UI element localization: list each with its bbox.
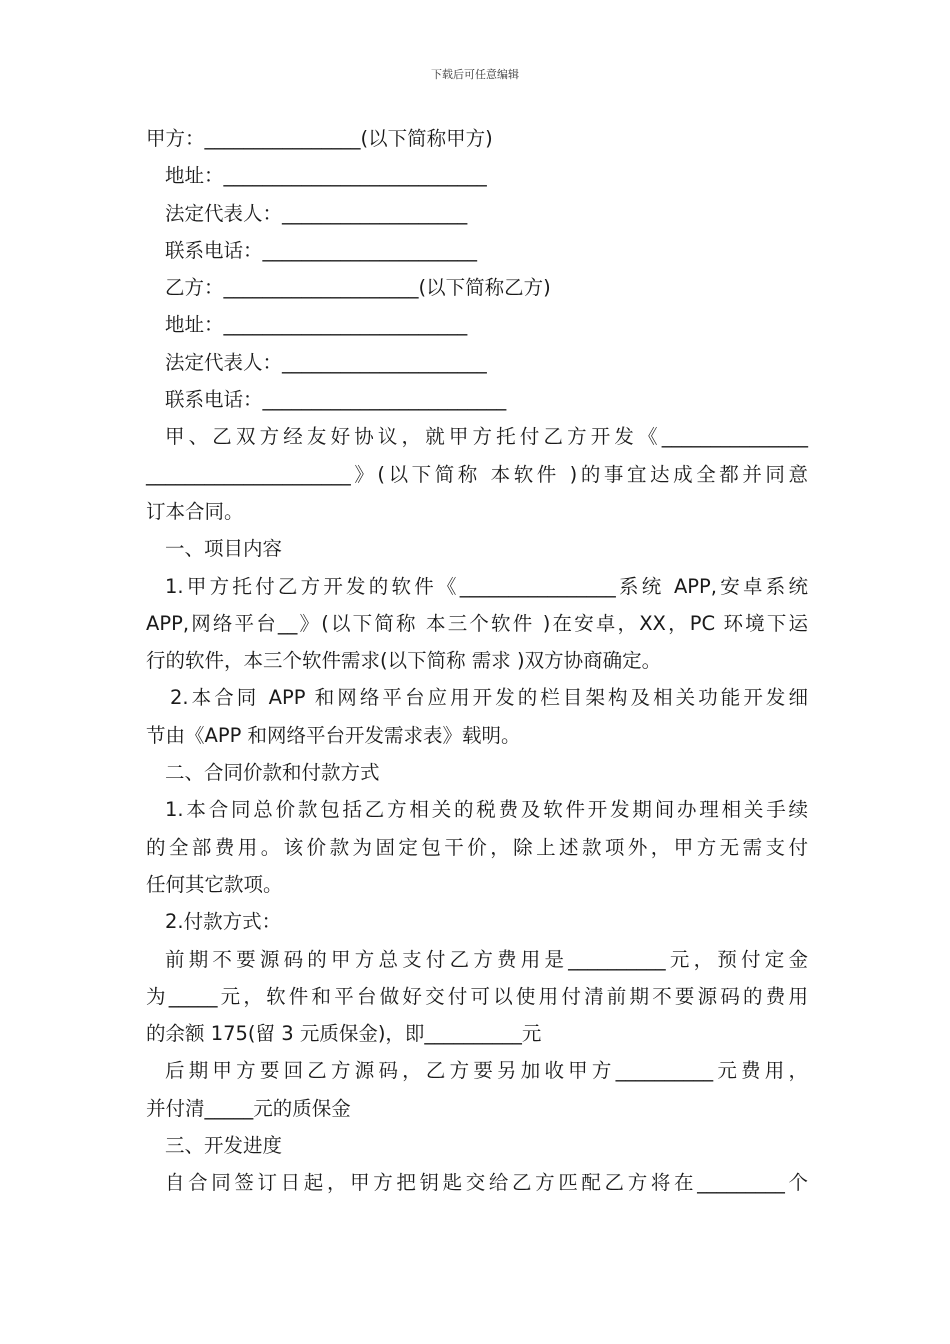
agreement-intro-line-2: _____________________》(以下简称 本软件 )的事宜达成全都并同意 bbox=[146, 462, 808, 486]
section-3-heading: 三、开发进度 bbox=[165, 1134, 283, 1158]
payment-line-1: 前期不要源码的甲方总支付乙方费用是__________元，预付定金 bbox=[165, 947, 808, 971]
clause-2-2-heading: 2.付款方式： bbox=[165, 910, 282, 934]
party-b-phone: 联系电话：_________________________ bbox=[165, 388, 507, 412]
clause-1-2-line-1: 2.本合同 APP 和网络平台应用开发的栏目架构及相关功能开发细 bbox=[170, 686, 808, 710]
party-b-representative: 法定代表人：_____________________ bbox=[165, 350, 487, 374]
schedule-line-1: 自合同签订日起，甲方把钥匙交给乙方匹配乙方将在_________个 bbox=[165, 1171, 808, 1195]
clause-2-1-line-3: 任何其它款项。 bbox=[146, 872, 283, 896]
contract-body bbox=[146, 120, 808, 1202]
clause-1-1-line-3: 行的软件，本三个软件需求(以下简称 需求 )双方协商确定。 bbox=[146, 649, 662, 673]
section-1-heading: 一、项目内容 bbox=[165, 537, 283, 561]
clause-1-1-line-1: 1.甲方托付乙方开发的软件《________________系统 APP,安卓系统 bbox=[165, 574, 808, 598]
section-2-heading: 二、合同价款和付款方式 bbox=[165, 761, 380, 785]
agreement-intro-line-1: 甲、乙双方经友好协议，就甲方托付乙方开发《_______________ bbox=[165, 425, 808, 449]
page-header: 下载后可任意编辑 bbox=[431, 68, 519, 81]
source-code-line-1: 后期甲方要回乙方源码，乙方要另加收甲方__________元费用， bbox=[165, 1059, 808, 1083]
party-a-phone: 联系电话：______________________ bbox=[165, 238, 478, 262]
party-a-representative: 法定代表人：___________________ bbox=[165, 201, 468, 225]
party-b-address: 地址：_________________________ bbox=[165, 313, 468, 337]
clause-2-1-line-1: 1.本合同总价款包括乙方相关的税费及软件开发期间办理相关手续 bbox=[165, 798, 808, 822]
source-code-line-2: 并付清_____元的质保金 bbox=[146, 1096, 351, 1120]
payment-line-3: 的余额 175(留 3 元质保金)，即__________元 bbox=[146, 1022, 542, 1046]
clause-2-1-line-2: 的全部费用。该价款为固定包干价，除上述款项外，甲方无需支付 bbox=[146, 835, 808, 859]
party-a-address: 地址：___________________________ bbox=[165, 164, 487, 188]
party-a-line: 甲方：________________(以下简称甲方) bbox=[146, 127, 493, 150]
party-b-line: 乙方：____________________(以下简称乙方) bbox=[165, 276, 551, 300]
payment-line-2: 为_____元，软件和平台做好交付可以使用付清前期不要源码的费用 bbox=[146, 984, 808, 1008]
clause-1-2-line-2: 节由《APP 和网络平台开发需求表》载明。 bbox=[146, 723, 521, 747]
agreement-intro-line-3: 订本合同。 bbox=[146, 499, 244, 523]
clause-1-1-line-2: APP,网络平台__》(以下简称 本三个软件 )在安卓，XX，PC 环境下运 bbox=[146, 611, 808, 635]
